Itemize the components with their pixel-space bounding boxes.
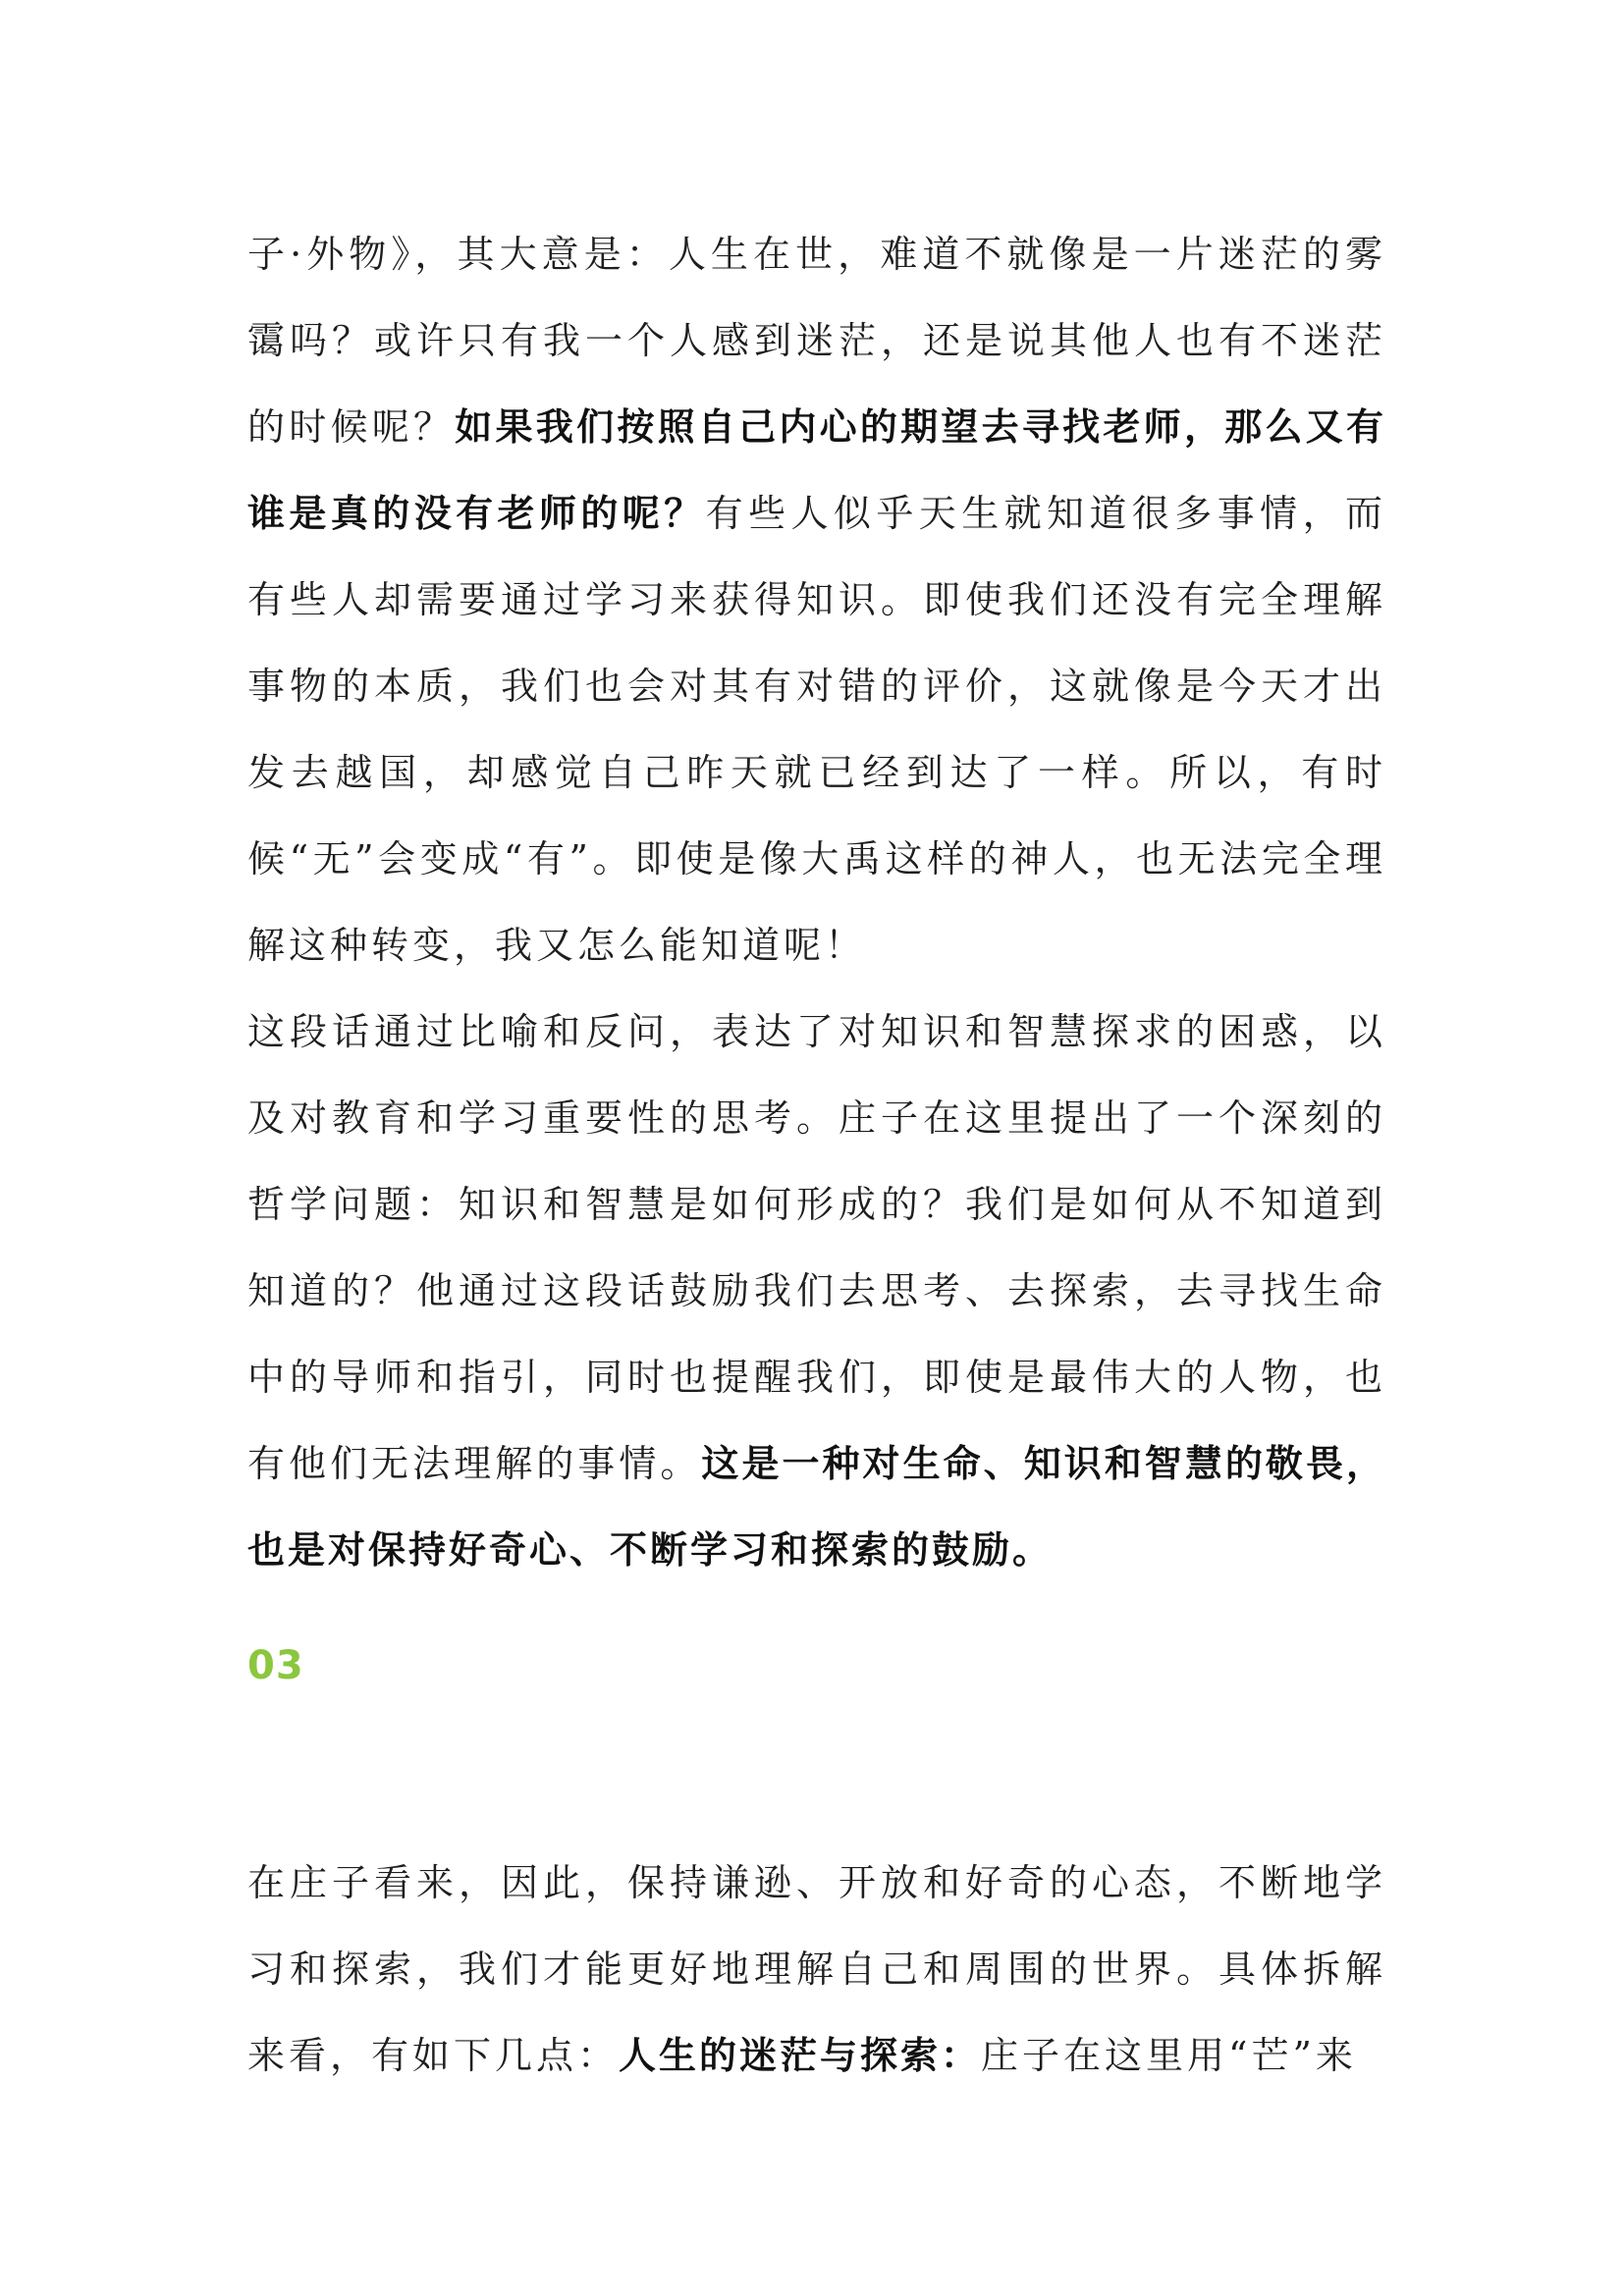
paragraph-1-bold-question: 如果我们按照自己内心的期望去寻找老师，那么又有谁是真的没有老师的呢？ bbox=[247, 405, 1386, 535]
paragraph-2-text-1: 这段话通过比喻和反问，表达了对知识和智慧探求的困惑，以及对教育和学习重要性的思考。庄子在这里提出了一个深刻的哲学问题：知识和智慧是如何形成的？我们是如何从不知道到知道的？他通过这段话鼓励我们去思考、去探索，去寻找生命中的导师和指引，同时也提醒我们，即使是最伟大的人物，也有他们无法理解的事情。 bbox=[247, 1010, 1386, 1485]
paragraph-3-text-1: 在庄子看来，因此，保持谦逊、开放和好奇的心态，不断地学习和探索，我们才能更好地理解自己和周围的世界。具体拆解来看，有如下几点： bbox=[247, 1861, 1386, 2077]
section-number-heading: 03 bbox=[247, 1643, 304, 1688]
paragraph-2 bbox=[247, 988, 1386, 1593]
paragraph-2-bold-conclusion: 这是一种对生命、知识和智慧的敬畏，也是对保持好奇心、不断学习和探索的鼓励。 bbox=[247, 1442, 1386, 1572]
section-spacer bbox=[247, 1709, 1386, 1840]
paragraph-1-text-2: 有些人似乎天生就知道很多事情，而有些人却需要通过学习来获得知识。即使我们还没有完全理解事物的本质，我们也会对其有对错的评价，这就像是今天才出发去越国，却感觉自己昨天就已经到达了一样。所以，有时候“无”会变成“有”。即使是像大禹这样的神人，也无法完全理解这种转变，我又怎么能知道呢！ bbox=[247, 492, 1386, 967]
paragraph-3-text-2: 庄子在这里用“芒”来 bbox=[981, 2034, 1357, 2077]
paragraph-3-bold-subheading: 人生的迷茫与探索： bbox=[619, 2034, 982, 2077]
article-body bbox=[247, 211, 1386, 2099]
paragraph-1-text-1: 子·外物》，其大意是：人生在世，难道不就像是一片迷茫的雾霭吗？或许只有我一个人感到迷茫，还是说其他人也有不迷茫的时候呢？ bbox=[247, 233, 1386, 449]
paragraph-3 bbox=[247, 1840, 1386, 2099]
paragraph-1 bbox=[247, 211, 1386, 988]
